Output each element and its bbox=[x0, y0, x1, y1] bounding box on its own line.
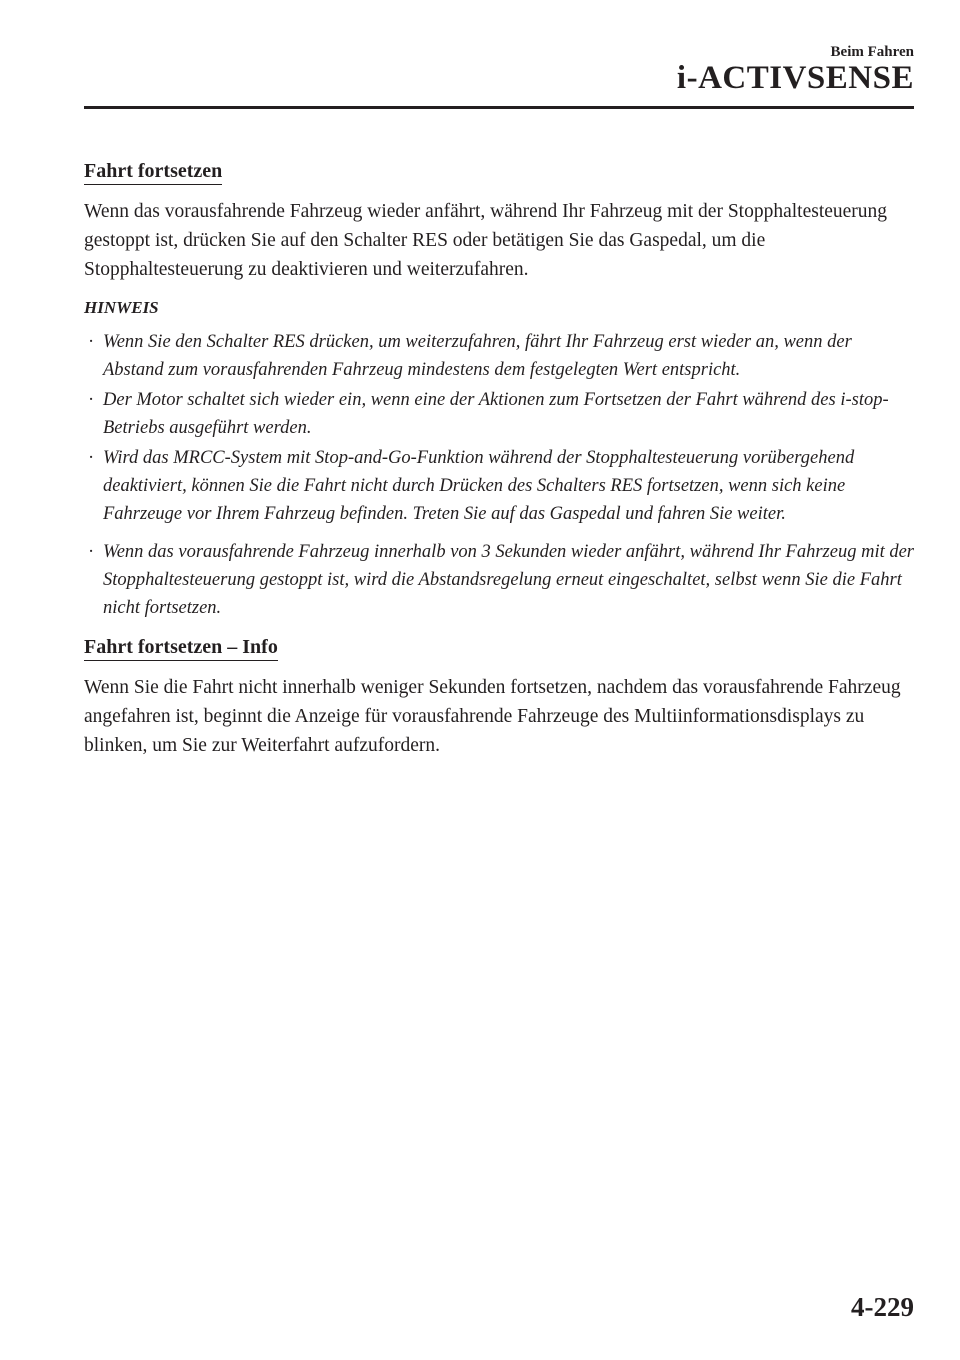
chapter-title: Beim Fahren bbox=[830, 44, 914, 60]
note-item bbox=[84, 328, 914, 384]
note-item bbox=[84, 444, 914, 528]
note-title: HINWEIS bbox=[84, 298, 159, 317]
page-number: 4-229 bbox=[851, 1292, 914, 1322]
note-list bbox=[84, 328, 914, 622]
section-title: i-ACTIVSENSE bbox=[676, 60, 914, 96]
note-item-text: Wenn das vorausfahrende Fahrzeug innerhalb von 3 Sekunden wieder anfährt, während Ihr Fahrzeug mit der Stopphaltesteuerung gestoppt ist, wird die Abstandsregelung erneut eingeschaltet, selbst wenn Sie die Fahrt nicht fortsetzen. bbox=[103, 542, 915, 618]
header-divider bbox=[84, 106, 914, 109]
bullet-icon: · bbox=[88, 542, 95, 562]
bullet-icon: · bbox=[88, 332, 95, 352]
note-item-text: Der Motor schaltet sich wieder ein, wenn eine der Aktionen zum Fortsetzen der Fahrt während des i-stop-Betriebs ausgeführt werden. bbox=[103, 390, 889, 438]
paragraph-fahrt-fortsetzen-info: Wenn Sie die Fahrt nicht innerhalb weniger Sekunden fortsetzen, nachdem das vorausfahrende Fahrzeug angefahren ist, beginnt die Anzeige für vorausfahrende Fahrzeuge des Multiinformationsdisplays zu blinken, um Sie zur Weiterfahrt aufzufordern. bbox=[84, 677, 901, 756]
note-item-text: Wird das MRCC-System mit Stop-and-Go-Funktion während der Stopphaltesteuerung vorübergehend deaktiviert, können Sie die Fahrt nicht durch Drücken des Schalters RES fortsetzen, wenn sich keine Fahrzeuge vor Ihrem Fahrzeug befinden. Treten Sie auf das Gaspedal und fahren Sie weiter. bbox=[103, 448, 855, 524]
paragraph-fahrt-fortsetzen: Wenn das vorausfahrende Fahrzeug wieder anfährt, während Ihr Fahrzeug mit der Stopphaltesteuerung gestoppt ist, drücken Sie auf den Schalter RES oder betätigen Sie das Gaspedal, um die Stopphaltesteuerung zu deaktivieren und weiterzufahren. bbox=[84, 201, 888, 280]
note-item bbox=[84, 538, 914, 622]
heading-fahrt-fortsetzen-info: Fahrt fortsetzen – Info bbox=[84, 636, 278, 661]
note-item bbox=[84, 386, 914, 442]
note-item-text: Wenn Sie den Schalter RES drücken, um weiterzufahren, fährt Ihr Fahrzeug erst wieder an, wenn der Abstand zum vorausfahrenden Fahrzeug mindestens dem festgelegten Wert entspricht. bbox=[103, 332, 852, 380]
bullet-icon: · bbox=[88, 390, 95, 410]
page-content bbox=[84, 160, 914, 774]
bullet-icon: · bbox=[88, 448, 95, 468]
heading-fahrt-fortsetzen: Fahrt fortsetzen bbox=[84, 160, 222, 185]
